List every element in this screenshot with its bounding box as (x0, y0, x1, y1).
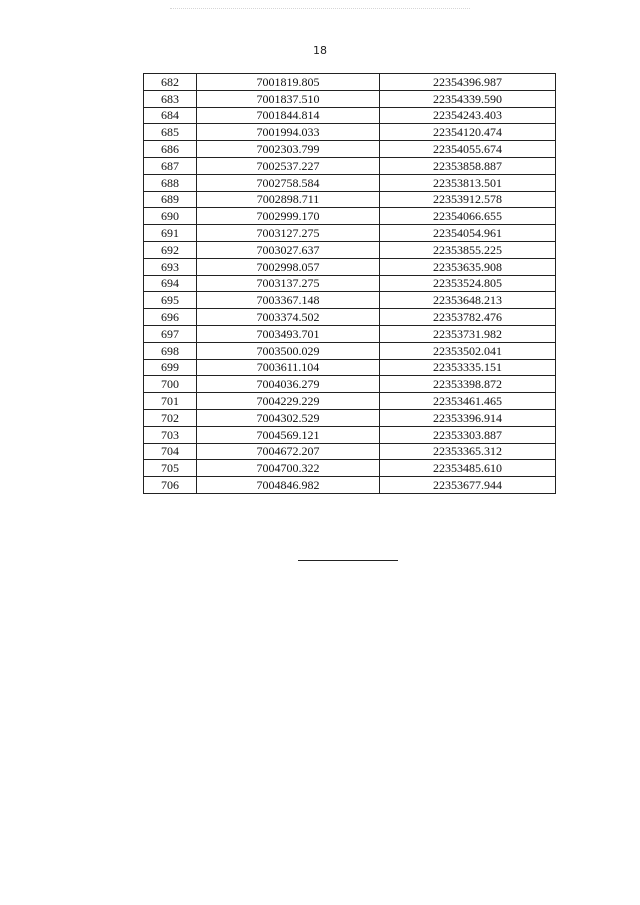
table-row (144, 241, 556, 258)
point-number-cell: 703 (144, 426, 197, 443)
x-coordinate-cell: 7004672.207 (197, 443, 380, 460)
x-coordinate-cell: 7002999.170 (197, 208, 380, 225)
point-number-cell: 702 (144, 409, 197, 426)
x-coordinate-cell: 7004302.529 (197, 409, 380, 426)
y-coordinate-cell: 22353912.578 (380, 191, 556, 208)
coordinates-table (143, 73, 556, 494)
point-number-cell: 691 (144, 225, 197, 242)
y-coordinate-cell: 22353648.213 (380, 292, 556, 309)
table-row (144, 460, 556, 477)
x-coordinate-cell: 7002758.584 (197, 174, 380, 191)
table-row (144, 90, 556, 107)
table-row (144, 74, 556, 91)
table-row (144, 292, 556, 309)
x-coordinate-cell: 7004846.982 (197, 477, 380, 494)
point-number-cell: 689 (144, 191, 197, 208)
table-row (144, 208, 556, 225)
table-row (144, 325, 556, 342)
scan-artifact (170, 8, 470, 11)
y-coordinate-cell: 22353782.476 (380, 309, 556, 326)
point-number-cell: 700 (144, 376, 197, 393)
table-row (144, 426, 556, 443)
table-row (144, 124, 556, 141)
y-coordinate-cell: 22353524.805 (380, 275, 556, 292)
x-coordinate-cell: 7003374.502 (197, 309, 380, 326)
point-number-cell: 685 (144, 124, 197, 141)
table-row (144, 477, 556, 494)
point-number-cell: 696 (144, 309, 197, 326)
point-number-cell: 706 (144, 477, 197, 494)
coordinates-table-body (144, 74, 556, 494)
x-coordinate-cell: 7001994.033 (197, 124, 380, 141)
table-row (144, 191, 556, 208)
x-coordinate-cell: 7003367.148 (197, 292, 380, 309)
x-coordinate-cell: 7001819.805 (197, 74, 380, 91)
table-row (144, 225, 556, 242)
point-number-cell: 690 (144, 208, 197, 225)
x-coordinate-cell: 7001837.510 (197, 90, 380, 107)
x-coordinate-cell: 7003137.275 (197, 275, 380, 292)
x-coordinate-cell: 7004700.322 (197, 460, 380, 477)
point-number-cell: 694 (144, 275, 197, 292)
y-coordinate-cell: 22353398.872 (380, 376, 556, 393)
y-coordinate-cell: 22354066.655 (380, 208, 556, 225)
end-divider (298, 560, 398, 561)
y-coordinate-cell: 22354396.987 (380, 74, 556, 91)
x-coordinate-cell: 7004569.121 (197, 426, 380, 443)
x-coordinate-cell: 7002898.711 (197, 191, 380, 208)
point-number-cell: 687 (144, 157, 197, 174)
y-coordinate-cell: 22354243.403 (380, 107, 556, 124)
y-coordinate-cell: 22354120.474 (380, 124, 556, 141)
y-coordinate-cell: 22353858.887 (380, 157, 556, 174)
x-coordinate-cell: 7003127.275 (197, 225, 380, 242)
x-coordinate-cell: 7004229.229 (197, 393, 380, 410)
y-coordinate-cell: 22353303.887 (380, 426, 556, 443)
y-coordinate-cell: 22353813.501 (380, 174, 556, 191)
point-number-cell: 682 (144, 74, 197, 91)
y-coordinate-cell: 22353635.908 (380, 258, 556, 275)
y-coordinate-cell: 22353677.944 (380, 477, 556, 494)
table-row (144, 376, 556, 393)
table-row (144, 275, 556, 292)
table-row (144, 141, 556, 158)
x-coordinate-cell: 7003027.637 (197, 241, 380, 258)
y-coordinate-cell: 22353502.041 (380, 342, 556, 359)
point-number-cell: 697 (144, 325, 197, 342)
x-coordinate-cell: 7003500.029 (197, 342, 380, 359)
x-coordinate-cell: 7001844.814 (197, 107, 380, 124)
point-number-cell: 698 (144, 342, 197, 359)
point-number-cell: 695 (144, 292, 197, 309)
point-number-cell: 683 (144, 90, 197, 107)
point-number-cell: 693 (144, 258, 197, 275)
point-number-cell: 701 (144, 393, 197, 410)
table-row (144, 107, 556, 124)
y-coordinate-cell: 22354055.674 (380, 141, 556, 158)
table-row (144, 393, 556, 410)
point-number-cell: 692 (144, 241, 197, 258)
table-row (144, 258, 556, 275)
y-coordinate-cell: 22353335.151 (380, 359, 556, 376)
point-number-cell: 686 (144, 141, 197, 158)
table-row (144, 359, 556, 376)
point-number-cell: 688 (144, 174, 197, 191)
page-number: 18 (313, 44, 327, 57)
point-number-cell: 705 (144, 460, 197, 477)
y-coordinate-cell: 22353365.312 (380, 443, 556, 460)
y-coordinate-cell: 22354054.961 (380, 225, 556, 242)
point-number-cell: 684 (144, 107, 197, 124)
point-number-cell: 704 (144, 443, 197, 460)
x-coordinate-cell: 7003493.701 (197, 325, 380, 342)
y-coordinate-cell: 22353485.610 (380, 460, 556, 477)
table-row (144, 443, 556, 460)
table-row (144, 174, 556, 191)
table-row (144, 157, 556, 174)
table-row (144, 409, 556, 426)
x-coordinate-cell: 7002998.057 (197, 258, 380, 275)
point-number-cell: 699 (144, 359, 197, 376)
x-coordinate-cell: 7003611.104 (197, 359, 380, 376)
y-coordinate-cell: 22353731.982 (380, 325, 556, 342)
y-coordinate-cell: 22353855.225 (380, 241, 556, 258)
x-coordinate-cell: 7002537.227 (197, 157, 380, 174)
y-coordinate-cell: 22354339.590 (380, 90, 556, 107)
x-coordinate-cell: 7002303.799 (197, 141, 380, 158)
table-row (144, 309, 556, 326)
x-coordinate-cell: 7004036.279 (197, 376, 380, 393)
y-coordinate-cell: 22353461.465 (380, 393, 556, 410)
table-row (144, 342, 556, 359)
y-coordinate-cell: 22353396.914 (380, 409, 556, 426)
